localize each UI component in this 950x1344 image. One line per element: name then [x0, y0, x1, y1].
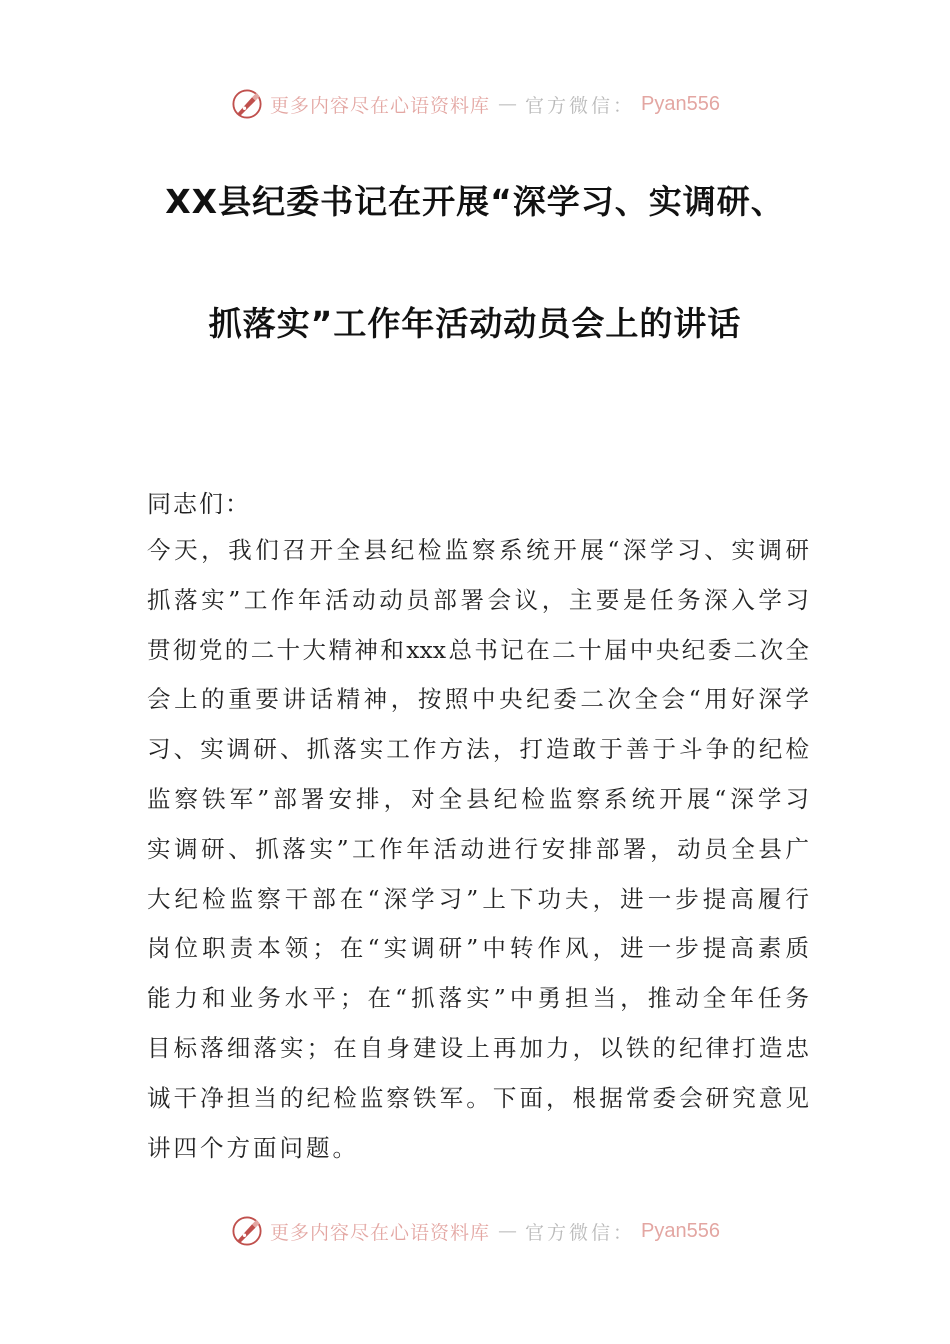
watermark-official-label: 官方微信：	[525, 94, 636, 117]
header-watermark	[0, 84, 950, 124]
pen-nib-logo-icon	[230, 87, 264, 121]
watermark-official-label: 官方微信：	[525, 1221, 636, 1244]
watermark-dash: —	[498, 93, 518, 115]
paragraph-line: 抓落实”工作年活动动员部署会议，主要是任务深入学习	[147, 585, 809, 614]
paragraph-line: 岗位职责本领；在“实调研”中转作风，进一步提高素质	[147, 934, 809, 963]
watermark-dash: —	[498, 1220, 518, 1242]
paragraph-line: 监察铁军”部署安排，对全县纪检监察系统开展“深学习	[147, 784, 809, 813]
watermark-wechat-id: Pyan556	[641, 92, 720, 115]
paragraph-line: 目标落细落实；在自身建设上再加力，以铁的纪律打造忠	[147, 1033, 809, 1062]
paragraph-line: 习、实调研、抓落实工作方法，打造敢于善于斗争的纪检	[147, 735, 809, 764]
document-title-line-1: XX县纪委书记在开展“深学习、实调研、	[165, 182, 785, 221]
paragraph-line: 今天，我们召开全县纪检监察系统开展“深学习、实调研	[147, 536, 809, 564]
salutation: 同志们：	[147, 490, 251, 518]
watermark-wechat-id: Pyan556	[641, 1219, 720, 1242]
document-title-line-2: 抓落实”工作年活动动员会上的讲话	[208, 304, 742, 343]
paragraph-line-last: 讲四个方面问题。	[147, 1133, 359, 1162]
paragraph-line: 大纪检监察干部在“深学习”上下功夫，进一步提高履行	[147, 884, 809, 913]
footer-watermark	[0, 1211, 950, 1251]
paragraph-line: 实调研、抓落实”工作年活动进行安排部署，动员全县广	[147, 834, 809, 863]
paragraph-line: 诚干净担当的纪检监察铁军。下面，根据常委会研究意见	[147, 1083, 809, 1112]
watermark-main-text: 更多内容尽在心语资料库	[270, 94, 491, 117]
watermark-main-text: 更多内容尽在心语资料库	[270, 1221, 491, 1244]
paragraph-line: 能力和业务水平；在“抓落实”中勇担当，推动全年任务	[147, 984, 809, 1013]
pen-nib-logo-icon	[230, 1214, 264, 1248]
paragraph-line: 会上的重要讲话精神，按照中央纪委二次全会“用好深学	[147, 685, 809, 714]
paragraph-line: 贯彻党的二十大精神和xxx总书记在二十届中央纪委二次全	[147, 635, 809, 664]
body-paragraph	[147, 526, 809, 1173]
